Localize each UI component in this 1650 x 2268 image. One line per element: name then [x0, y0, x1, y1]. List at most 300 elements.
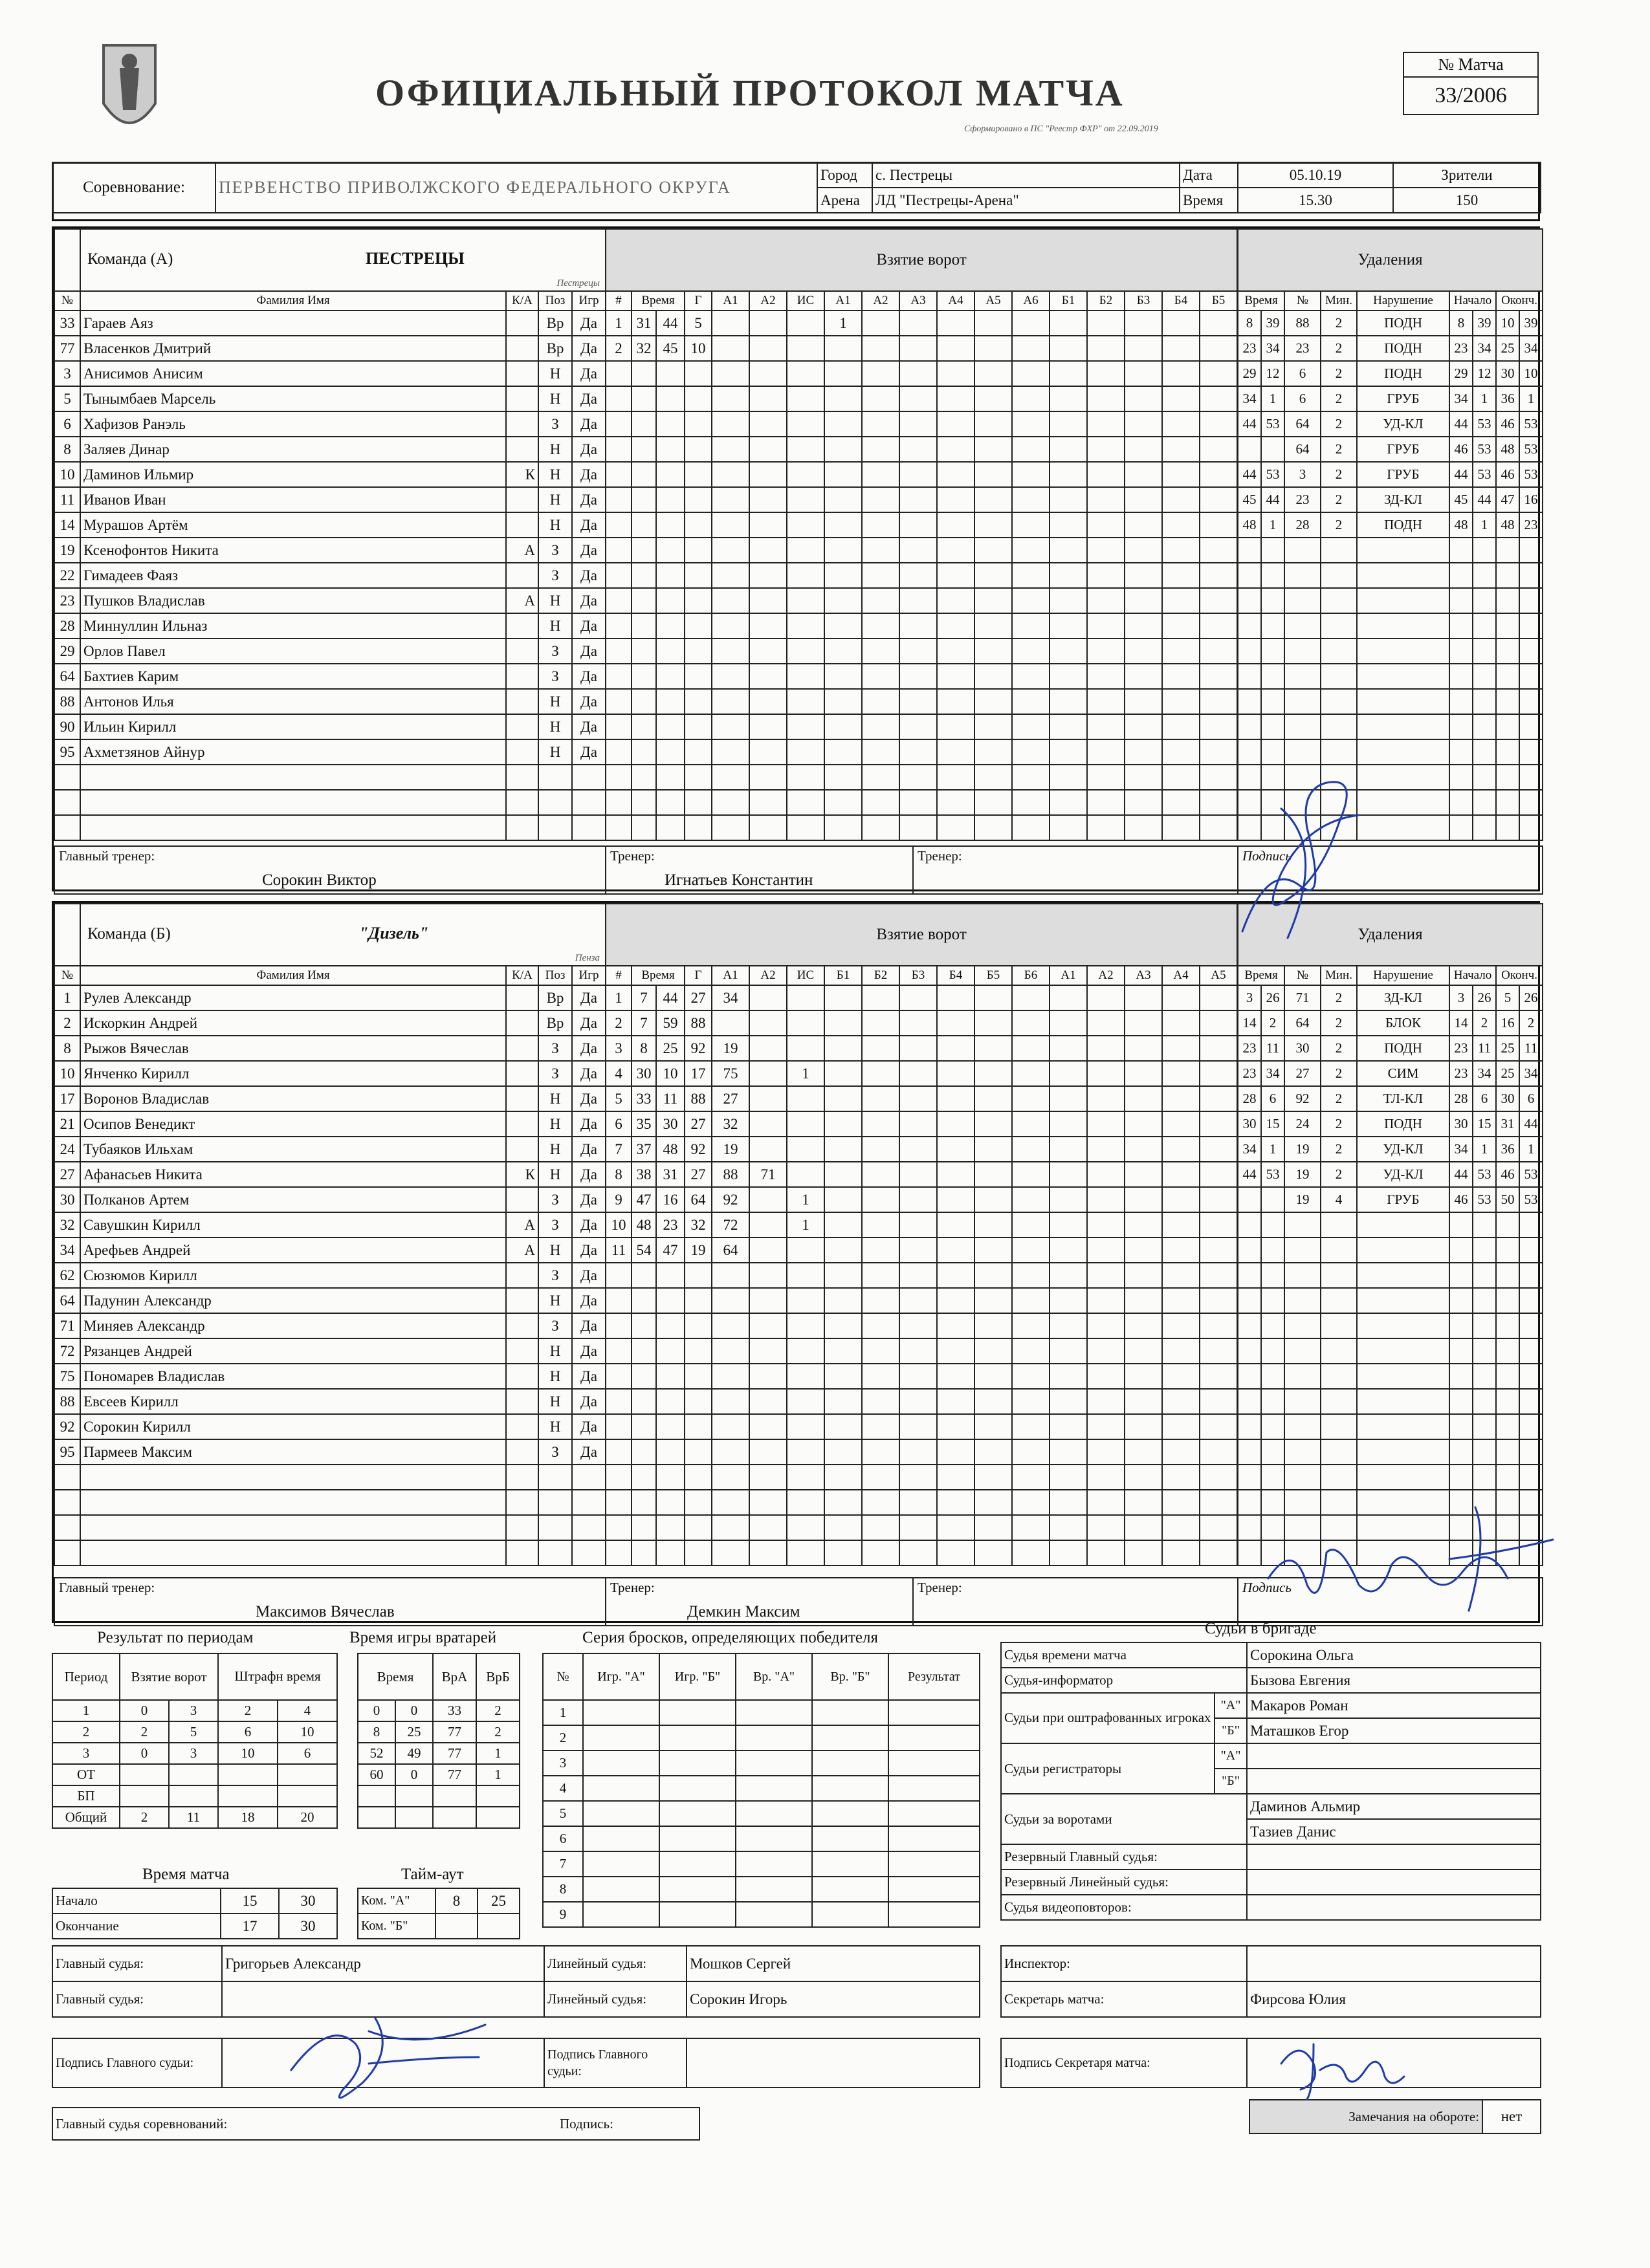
- goal-cell: [787, 765, 824, 790]
- penalty-cell: [1496, 1465, 1519, 1490]
- goal-cell: [824, 1414, 862, 1439]
- penalty-cell: 48: [1238, 512, 1261, 538]
- player-number: [54, 1490, 80, 1515]
- goal-cell: [1012, 1162, 1050, 1187]
- penalty-cell: 23: [1238, 1061, 1261, 1086]
- penalty-cell: [1519, 1212, 1543, 1238]
- goal-cell: [685, 1414, 712, 1439]
- goal-col-extra: ИС: [787, 966, 824, 985]
- player-position: [538, 1465, 572, 1490]
- player-role: К: [506, 1162, 538, 1187]
- goal-row: [606, 563, 1237, 588]
- goal-cell: [1087, 739, 1125, 765]
- goal-cell: [899, 985, 937, 1010]
- sig-main-ref-field-2: [687, 2038, 980, 2088]
- penalty-cell: 28: [1284, 512, 1321, 538]
- goal-cell: [656, 1490, 685, 1515]
- player-row: [54, 1162, 606, 1187]
- goal-cell: [1087, 638, 1125, 664]
- goal-cell: [824, 538, 862, 563]
- goal-cell: [685, 689, 712, 714]
- shootout-cell: 4: [543, 1776, 583, 1801]
- penalty-cell: [1519, 1238, 1543, 1263]
- penalty-cell: УД-КЛ: [1357, 1162, 1449, 1187]
- penalty-cell: 34: [1449, 1137, 1473, 1162]
- player-role: [506, 1465, 538, 1490]
- penalty-cell: 23: [1238, 1036, 1261, 1061]
- goal-cell: [1200, 411, 1237, 437]
- periods-title: Результат по периодам: [97, 1629, 254, 1646]
- goal-cell: [712, 336, 749, 361]
- goal-cell: 5: [685, 311, 712, 336]
- goal-cell: [606, 739, 632, 765]
- penalty-cell: [1357, 1238, 1449, 1263]
- player-row: [54, 1238, 606, 1263]
- secretary-signature: [1268, 2031, 1411, 2102]
- goal-cell: [824, 588, 862, 613]
- goal-row: [606, 1490, 1237, 1515]
- player-position: Н: [538, 1086, 572, 1111]
- penalty-cell: 36: [1496, 386, 1519, 411]
- goal-cell: [899, 613, 937, 638]
- goal-cell: [632, 1364, 656, 1389]
- goal-cell: [656, 689, 685, 714]
- player-played: Да: [572, 487, 606, 512]
- goal-cell: [1087, 411, 1125, 437]
- goal-cell: [862, 1313, 899, 1338]
- goal-cell: [937, 1086, 974, 1111]
- team-b-coach-label: Тренер:: [610, 1580, 655, 1595]
- goal-cell: [862, 739, 899, 765]
- goal-cell: [632, 1288, 656, 1313]
- goal-col-extra: Б5: [1200, 291, 1237, 311]
- goal-cell: [937, 1036, 974, 1061]
- player-number: [54, 790, 80, 815]
- goal-cell: [937, 714, 974, 739]
- penalty-cell: 34: [1473, 336, 1496, 361]
- player-played: [572, 1490, 606, 1515]
- shootout-cell: 7: [543, 1851, 583, 1877]
- goal-cell: [1087, 487, 1125, 512]
- period-cell: 3: [169, 1700, 218, 1721]
- penalty-cell: 19: [1284, 1162, 1321, 1187]
- goal-cell: [606, 1439, 632, 1465]
- penalty-cell: ПОДН: [1357, 1036, 1449, 1061]
- player-row: [54, 588, 606, 613]
- goal-row: [606, 1313, 1237, 1338]
- goal-cell: [974, 336, 1012, 361]
- shootout-col: Результат: [888, 1653, 980, 1700]
- goal-cell: 2: [606, 336, 632, 361]
- goal-cell: [787, 1338, 824, 1364]
- player-played: Да: [572, 1086, 606, 1111]
- team-a-goals-header: [606, 291, 1237, 311]
- goal-cell: [1087, 1439, 1125, 1465]
- goal-cell: [974, 1313, 1012, 1338]
- player-name: Тынымбаев Марсель: [80, 386, 506, 411]
- goal-cell: [606, 1515, 632, 1540]
- penalty-cell: [1473, 1338, 1496, 1364]
- player-number: 5: [54, 386, 80, 411]
- goal-cell: [1200, 1086, 1237, 1111]
- time-value: 15.30: [1238, 188, 1393, 213]
- goal-cell: [1012, 588, 1050, 613]
- goal-cell: [1050, 664, 1087, 689]
- fhr-logo: [91, 32, 168, 149]
- goal-cell: 27: [685, 1111, 712, 1137]
- penalty-cell: 53: [1519, 462, 1543, 487]
- goal-cell: [862, 1111, 899, 1137]
- goal-cell: [1050, 714, 1087, 739]
- goal-cell: [1012, 1338, 1050, 1364]
- goal-cell: [749, 1212, 787, 1238]
- goalie-cell: [433, 1807, 476, 1828]
- shootout-cell: [812, 1801, 888, 1826]
- period-row: [52, 1785, 337, 1807]
- goal-cell: [1012, 790, 1050, 815]
- penalty-cell: 1: [1473, 512, 1496, 538]
- goal-cell: [787, 1439, 824, 1465]
- goal-cell: [824, 1137, 862, 1162]
- goal-cell: [606, 1389, 632, 1414]
- penalty-cell: [1496, 815, 1519, 840]
- penalty-cell: 23: [1449, 1036, 1473, 1061]
- player-name: Сорокин Кирилл: [80, 1414, 506, 1439]
- penalty-cell: 30: [1284, 1036, 1321, 1061]
- player-number: 14: [54, 512, 80, 538]
- goal-cell: [1087, 1010, 1125, 1036]
- penalty-cell: [1473, 1414, 1496, 1439]
- penalty-cell: [1321, 1338, 1357, 1364]
- goal-row: [606, 1540, 1237, 1565]
- goal-cell: [1012, 386, 1050, 411]
- goal-cell: 88: [685, 1010, 712, 1036]
- penalty-cell: [1473, 1238, 1496, 1263]
- period-cell: 0: [120, 1700, 169, 1721]
- penalty-cell: [1321, 563, 1357, 588]
- goal-cell: [656, 386, 685, 411]
- goal-cell: [1162, 1288, 1200, 1313]
- date-value: 05.10.19: [1238, 162, 1393, 188]
- goal-cell: 34: [712, 985, 749, 1010]
- player-row: [54, 638, 606, 664]
- period-cell: 1: [52, 1700, 120, 1721]
- goal-cell: [749, 588, 787, 613]
- goal-cell: [712, 689, 749, 714]
- goal-cell: [712, 411, 749, 437]
- penalty-cell: 53: [1261, 462, 1284, 487]
- period-cell: 6: [278, 1743, 337, 1764]
- goal-cell: [606, 1414, 632, 1439]
- player-role: [506, 512, 538, 538]
- pen-col-min: Мин.: [1321, 291, 1357, 311]
- goal-cell: [1050, 1061, 1087, 1086]
- goal-cell: [862, 487, 899, 512]
- goal-cell: [1162, 1111, 1200, 1137]
- penalty-cell: [1496, 1414, 1519, 1439]
- goal-cell: [1012, 563, 1050, 588]
- goal-row: [606, 311, 1237, 336]
- goal-cell: [656, 512, 685, 538]
- goal-cell: 47: [632, 1187, 656, 1212]
- goal-cell: [1050, 765, 1087, 790]
- goal-cell: [1125, 1187, 1162, 1212]
- goal-cell: [937, 1288, 974, 1313]
- shootout-cell: [659, 1851, 736, 1877]
- shootout-cell: [736, 1851, 812, 1877]
- goal-cell: [899, 1490, 937, 1515]
- penalty-cell: [1261, 714, 1284, 739]
- player-row: [54, 361, 606, 386]
- goal-cell: [862, 714, 899, 739]
- penalty-cell: [1261, 739, 1284, 765]
- goal-cell: [656, 487, 685, 512]
- penalty-cell: УД-КЛ: [1357, 1137, 1449, 1162]
- penalty-cell: 23: [1449, 1061, 1473, 1086]
- crew-penalty-label: Судьи при оштрафованных игроках: [1001, 1693, 1215, 1743]
- goal-cell: [899, 386, 937, 411]
- penalty-cell: [1238, 437, 1261, 462]
- goal-cell: [749, 1187, 787, 1212]
- goal-cell: [899, 1540, 937, 1565]
- penalty-cell: [1238, 1465, 1261, 1490]
- penalty-cell: [1496, 1364, 1519, 1389]
- goal-cell: [1125, 1465, 1162, 1490]
- goal-cell: [1012, 1414, 1050, 1439]
- goal-cell: [1200, 664, 1237, 689]
- goal-cell: [1162, 638, 1200, 664]
- goal-cell: [656, 815, 685, 840]
- player-position: Н: [538, 487, 572, 512]
- penalty-cell: [1496, 1263, 1519, 1288]
- goal-cell: [862, 1389, 899, 1414]
- goal-cell: [632, 739, 656, 765]
- penalty-cell: [1261, 1439, 1284, 1465]
- goal-cell: [685, 563, 712, 588]
- penalty-cell: 2: [1321, 311, 1357, 336]
- goal-cell: [1012, 1389, 1050, 1414]
- period-rows: [52, 1700, 337, 1828]
- goal-cell: [656, 437, 685, 462]
- goal-row: [606, 638, 1237, 664]
- goalies-title: Время игры вратарей: [349, 1629, 497, 1646]
- penalty-cell: ПОДН: [1357, 336, 1449, 361]
- player-role: [506, 437, 538, 462]
- goal-cell: 7: [632, 1010, 656, 1036]
- pen-col-start: Начало: [1449, 291, 1496, 311]
- penalty-cell: 19: [1284, 1187, 1321, 1212]
- player-name: Арефьев Андрей: [80, 1238, 506, 1263]
- goal-cell: [787, 336, 824, 361]
- penalty-cell: 53: [1519, 437, 1543, 462]
- penalty-cell: 2: [1321, 386, 1357, 411]
- shootout-row: [543, 1725, 980, 1750]
- period-cell: 18: [218, 1807, 278, 1828]
- player-row: [54, 1137, 606, 1162]
- goal-cell: [1050, 1010, 1087, 1036]
- penalty-cell: 47: [1496, 487, 1519, 512]
- period-cell: ОТ: [52, 1764, 120, 1785]
- player-number: 77: [54, 336, 80, 361]
- penalty-row: [1238, 1036, 1543, 1061]
- crew-penalty-b: Маташков Егор: [1247, 1718, 1541, 1743]
- team-b-coach: Демкин Максим: [687, 1603, 800, 1620]
- player-position: Н: [538, 361, 572, 386]
- penalty-cell: [1357, 664, 1449, 689]
- match-time-title: Время матча: [142, 1866, 230, 1883]
- goal-cell: [606, 790, 632, 815]
- player-name: Гимадеев Фаяз: [80, 563, 506, 588]
- player-number: 2: [54, 1010, 80, 1036]
- goal-cell: [937, 1389, 974, 1414]
- goal-cell: [974, 1187, 1012, 1212]
- goal-cell: [824, 765, 862, 790]
- goal-cell: [787, 739, 824, 765]
- goal-cell: [632, 1263, 656, 1288]
- player-number: [54, 765, 80, 790]
- goal-col-extra: А2: [862, 291, 899, 311]
- shootout-cell: [583, 1750, 659, 1776]
- period-cell: 0: [120, 1743, 169, 1764]
- player-name: Мурашов Артём: [80, 512, 506, 538]
- player-position: [538, 1490, 572, 1515]
- period-cell: [278, 1785, 337, 1807]
- goal-cell: [1125, 1364, 1162, 1389]
- penalty-cell: [1284, 1338, 1321, 1364]
- goalie-cell: 0: [395, 1700, 433, 1721]
- goal-cell: [862, 664, 899, 689]
- penalty-cell: [1449, 563, 1473, 588]
- goal-cell: [1125, 1111, 1162, 1137]
- goal-cell: [712, 1010, 749, 1036]
- goal-cell: [712, 613, 749, 638]
- penalty-cell: 8: [1238, 311, 1261, 336]
- goal-col-extra: Б1: [824, 966, 862, 985]
- goal-cell: [1087, 1338, 1125, 1364]
- player-number: [54, 1540, 80, 1565]
- goal-cell: [1050, 1313, 1087, 1338]
- penalty-cell: [1473, 1465, 1496, 1490]
- goal-cell: [1162, 1036, 1200, 1061]
- goal-cell: [974, 512, 1012, 538]
- goal-cell: [937, 563, 974, 588]
- goal-cell: [824, 1338, 862, 1364]
- goal-cell: [712, 815, 749, 840]
- shootout-cell: [888, 1725, 980, 1750]
- goal-col-extra: А1: [712, 966, 749, 985]
- goal-cell: [685, 790, 712, 815]
- goal-cell: [1162, 1465, 1200, 1490]
- goal-cell: [749, 1338, 787, 1364]
- goal-cell: [862, 1515, 899, 1540]
- penalty-cell: [1496, 588, 1519, 613]
- goal-cell: [787, 613, 824, 638]
- penalty-row: [1238, 1137, 1543, 1162]
- goal-cell: [899, 1036, 937, 1061]
- goal-cell: [974, 588, 1012, 613]
- penalty-cell: 6: [1261, 1086, 1284, 1111]
- goal-cell: 44: [656, 311, 685, 336]
- goal-cell: [974, 411, 1012, 437]
- penalty-cell: 71: [1284, 985, 1321, 1010]
- goal-cell: [632, 613, 656, 638]
- shootout-cell: [888, 1700, 980, 1725]
- penalty-row: [1238, 1338, 1543, 1364]
- goal-cell: 27: [712, 1086, 749, 1111]
- player-name: [80, 1515, 506, 1540]
- periods-col-goals: Взятие ворот: [120, 1653, 218, 1700]
- penalty-cell: 6: [1473, 1086, 1496, 1111]
- page-title: ОФИЦИАЛЬНЫЙ ПРОТОКОЛ МАТЧА: [375, 72, 1125, 114]
- goal-cell: [606, 1313, 632, 1338]
- goal-cell: [656, 563, 685, 588]
- goal-cell: [899, 1414, 937, 1439]
- goal-cell: [1050, 311, 1087, 336]
- player-played: Да: [572, 1439, 606, 1465]
- player-played: Да: [572, 386, 606, 411]
- goal-cell: [787, 714, 824, 739]
- crew-informer: Бызова Евгения: [1247, 1668, 1541, 1693]
- goal-cell: 75: [712, 1061, 749, 1086]
- shootout-cell: [888, 1877, 980, 1902]
- period-cell: [169, 1764, 218, 1785]
- goal-cell: 32: [685, 1212, 712, 1238]
- goal-cell: 64: [712, 1238, 749, 1263]
- player-row: [54, 487, 606, 512]
- goal-col-extra: Б3: [1125, 291, 1162, 311]
- goal-cell: [606, 1263, 632, 1288]
- player-number: 88: [54, 689, 80, 714]
- goal-cell: 45: [656, 336, 685, 361]
- goal-cell: [1125, 588, 1162, 613]
- competition-label: Соревнование:: [52, 162, 215, 213]
- goal-cell: 7: [606, 1137, 632, 1162]
- goal-cell: [1012, 437, 1050, 462]
- penalty-cell: ЗД-КЛ: [1357, 487, 1449, 512]
- goal-cell: [824, 1465, 862, 1490]
- goal-cell: [974, 689, 1012, 714]
- penalty-cell: [1473, 714, 1496, 739]
- goal-cell: [1087, 1162, 1125, 1187]
- player-number: 17: [54, 1086, 80, 1111]
- penalty-cell: 44: [1449, 411, 1473, 437]
- match-end-label: Окончание: [52, 1914, 221, 1939]
- goal-cell: [1087, 985, 1125, 1010]
- penalty-cell: 6: [1284, 361, 1321, 386]
- goal-cell: [712, 1439, 749, 1465]
- goal-cell: [937, 664, 974, 689]
- goal-cell: [974, 311, 1012, 336]
- goal-cell: [974, 462, 1012, 487]
- goal-cell: [1087, 1288, 1125, 1313]
- penalty-cell: 23: [1284, 487, 1321, 512]
- team-a-head-coach: Сорокин Виктор: [262, 871, 377, 889]
- goal-cell: [974, 739, 1012, 765]
- penalty-cell: 1: [1261, 1137, 1284, 1162]
- penalty-cell: [1449, 1439, 1473, 1465]
- penalty-cell: [1321, 689, 1357, 714]
- goal-cell: [937, 1439, 974, 1465]
- player-row: [54, 386, 606, 411]
- goal-cell: [899, 361, 937, 386]
- goal-cell: [606, 714, 632, 739]
- goal-cell: [1050, 1212, 1087, 1238]
- goal-cell: [824, 437, 862, 462]
- player-number: 3: [54, 361, 80, 386]
- shootout-cell: [736, 1826, 812, 1851]
- goal-cell: [862, 538, 899, 563]
- goal-col-time: Время: [632, 291, 685, 311]
